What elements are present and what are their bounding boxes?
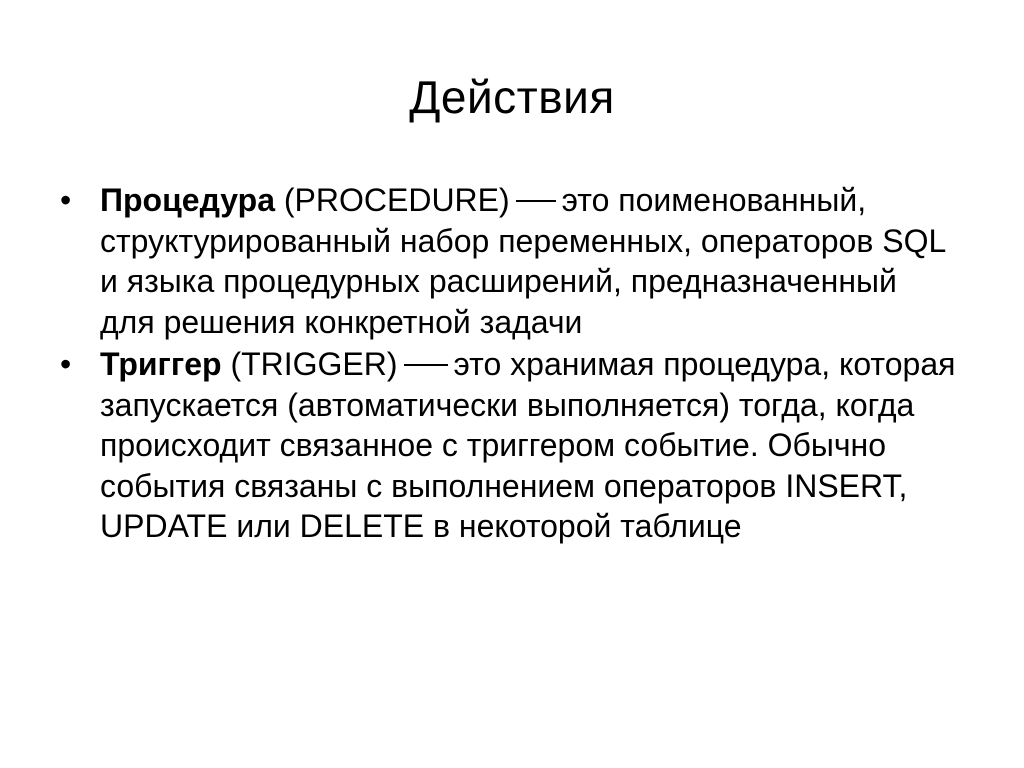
definition-procedure: это поименованный, структурированный набор переменных, операторов SQL и языка процедурных расширений, предназначенный для решения конкретной задачи bbox=[100, 182, 946, 340]
bullet-list bbox=[60, 180, 960, 549]
dash-divider bbox=[516, 200, 556, 202]
slide-title: Действия bbox=[409, 71, 615, 123]
bullet-icon: • bbox=[60, 346, 72, 382]
bullet-item-trigger bbox=[60, 344, 960, 547]
bullet-item-procedure bbox=[60, 180, 960, 342]
term-procedure-en: (PROCEDURE) bbox=[274, 182, 510, 218]
term-trigger: Триггер bbox=[100, 346, 222, 382]
dash-divider bbox=[404, 364, 448, 366]
term-procedure: Процедура bbox=[100, 182, 275, 218]
definition-trigger: это хранимая процедура, которая запускается (автоматически выполняется) тогда, когда происходит связанное с триггером событие. Обычно события связаны с выполнением операторов INSERT, UPDATE или DELETE в некоторой таблице bbox=[100, 346, 956, 544]
term-trigger-en: (TRIGGER) bbox=[221, 346, 398, 382]
bullet-icon: • bbox=[60, 182, 72, 218]
